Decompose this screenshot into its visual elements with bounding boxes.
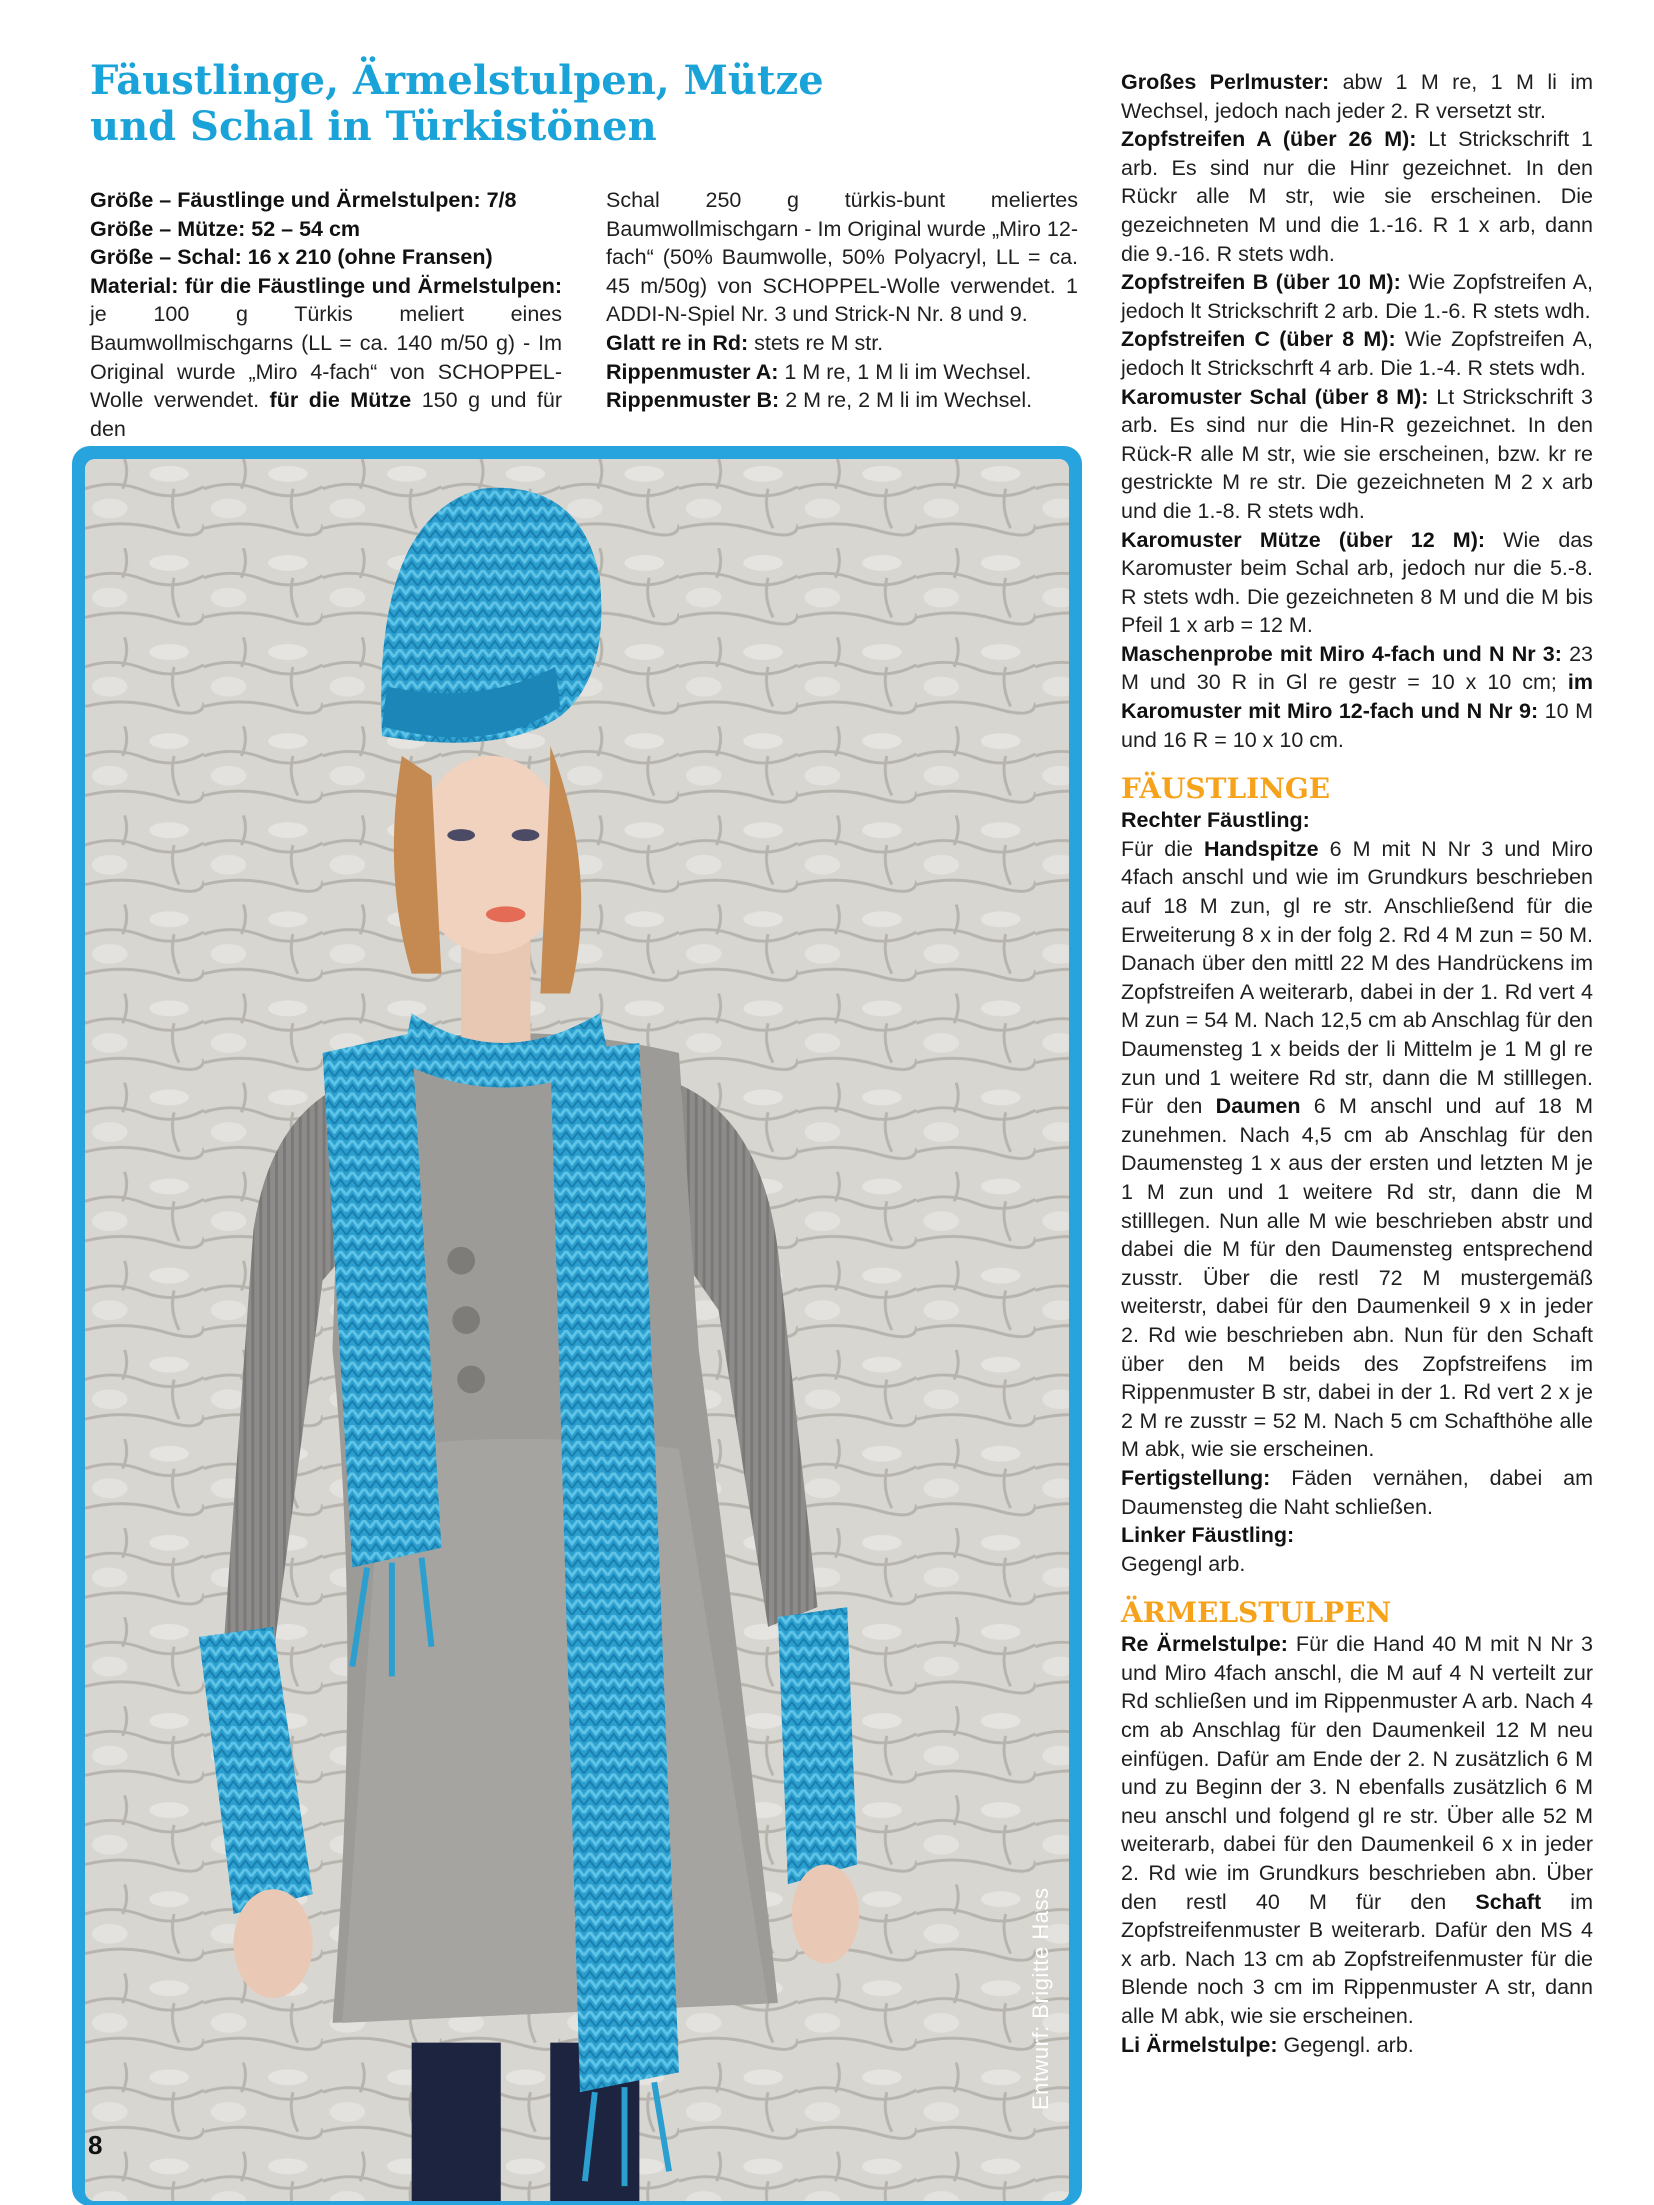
- page-title: [90, 58, 1090, 150]
- scarf-material-text: Schal 250 g türkis-bunt meliertes Baumwollmischgarn - Im Original wurde „Miro 12-fach“ (50% Baumwolle, 50% Polyacryl, LL = ca. 45 m/50g) von SCHOPPEL-Wolle verwendet. 1 ADDI-N-Spiel Nr. 3 und Strick-N Nr. 8 und 9.: [606, 188, 1078, 327]
- material-label: Material: für die Fäustlinge und Ärmelstulpen:: [90, 273, 562, 298]
- photo-credit: Entwurf: Brigitte Hass: [1028, 1887, 1053, 2110]
- faust-text-2: 6 M mit N Nr 3 und Miro 4fach anschl und wie im Grundkurs beschrieben auf 18 M zun, gl re str. Anschließend für die Erweiterung 8 x in der folg 2. Rd 4 M zun = 50 M. Danach über den mittl 22 M des Handrückens im Zopfstreifen A weiterarb, dabei in der 1. Rd vert 4 M zun = 54 M. Nach 12,5 cm ab Anschlag für den Daumensteg 1 x beids der li Mittelm je 1 M gl re zun und 1 weitere Rd str, dann die M stilllegen. Für den: [1121, 836, 1593, 1119]
- glatt-label: Glatt re in Rd:: [606, 330, 749, 355]
- karo-schal-label: Karomuster Schal (über 8 M):: [1121, 384, 1429, 409]
- title-line-1: Fäustlinge, Ärmelstulpen, Mütze: [90, 57, 824, 104]
- model-photo: [85, 459, 1069, 2201]
- size-hat: Größe – Mütze: 52 – 54 cm: [90, 216, 361, 241]
- rechter-faeustling-heading: Rechter Fäustling:: [1121, 808, 1310, 833]
- material-text: je 100 g Türkis meliert eines Baumwollmischgarns (LL = ca. 140 m/50 g) - Im Original wurde „Miro 4-fach“ von SCHOPPEL-Wolle verwendet.: [90, 302, 562, 413]
- rippe-a-label: Rippenmuster A:: [606, 359, 779, 384]
- probe-text: 23 M und 30 R in Gl re gestr = 10 x 10 cm;: [1121, 641, 1594, 695]
- probe-label: Maschenprobe mit Miro 4-fach und N Nr 3:: [1121, 641, 1562, 666]
- handspitze-label: Handspitze: [1203, 836, 1319, 861]
- li-aermel-label: Li Ärmelstulpe:: [1121, 2032, 1278, 2057]
- re-aermel-label: Re Ärmelstulpe:: [1121, 1632, 1288, 1657]
- zopf-a-label: Zopfstreifen A (über 26 M):: [1121, 127, 1417, 152]
- glatt-text: stets re M str.: [748, 330, 884, 355]
- size-mittens: Größe – Fäustlinge und Ärmelstulpen: 7/8: [90, 188, 517, 212]
- section-heading-aermelstulpen: ÄRMELSTULPEN: [1121, 1596, 1392, 1630]
- rippe-b-text: 2 M re, 2 M li im Wechsel.: [779, 388, 1033, 413]
- fertig-text: Fäden vernähen, dabei am Daumensteg die Naht schließen.: [1121, 1465, 1593, 1519]
- column-instructions: [1121, 68, 1593, 2059]
- column-material-patterns: [606, 186, 1078, 415]
- perl-text: abw 1 M re, 1 M li im Wechsel, jedoch nach jeder 2. R versetzt str.: [1121, 70, 1594, 123]
- fertig-label: Fertigstellung:: [1121, 1465, 1271, 1490]
- rippe-b-label: Rippenmuster B:: [606, 388, 780, 413]
- column-sizes-material: [90, 186, 562, 443]
- zopf-a-text: Lt Strickschrift 1 arb. Es sind nur die Hinr gezeichnet. In den Rückr alle M str, wie sie erscheinen. Die gezeichneten M und die 1.-16. R 1 x arb, dann die 9.-16. R stets wdh.: [1121, 127, 1593, 266]
- section-heading-faeustlinge: FÄUSTLINGE: [1121, 772, 1331, 806]
- probe-text-2: 10 M und 16 R = 10 x 10 cm.: [1121, 699, 1593, 752]
- photo-frame: [72, 446, 1082, 2205]
- zopf-b-label: Zopfstreifen B (über 10 M):: [1121, 270, 1401, 295]
- linker-faeustling-text: Gegengl arb.: [1121, 1551, 1246, 1576]
- daumen-label: Daumen: [1215, 1094, 1301, 1119]
- li-aermel-text: Gegengl. arb.: [1277, 2032, 1414, 2057]
- karo-muetze-label: Karomuster Mütze (über 12 M):: [1121, 527, 1486, 552]
- schaft-label: Schaft: [1475, 1889, 1542, 1914]
- title-line-2: und Schal in Türkistönen: [90, 103, 657, 150]
- photo-illustration: [85, 459, 1069, 2201]
- faeustling-instructions: [1121, 835, 1593, 1464]
- faust-text-3: 6 M anschl und auf 18 M zunehmen. Nach 4,5 cm ab Anschlag für den Daumensteg 1 x aus der ersten und letzten M je 1 M zun und 1 weitere Rd str, dann die M stilllegen. Nun alle M wie beschrieben abstr und dabei die M für den Daumensteg entsprechend zusstr. Über die restl 72 M mustergemäß weiterstr, dabei für den Daumenkeil 9 x in jeder 2. Rd wie beschrieben abn. Nun für den Schaft über den M beids des Zopfstreifens im Rippenmuster B str, dabei in der 1. Rd vert 2 x je 2 M re zusstr = 52 M. Nach 5 cm Schafthöhe alle M abk, wie sie erscheinen.: [1121, 1094, 1593, 1462]
- size-scarf: Größe – Schal: 16 x 210 (ohne Fransen): [90, 245, 493, 270]
- karo-muetze-text: Wie das Karomuster beim Schal arb, jedoch nur die 5.-8. R stets wdh. Die gezeichneten 8 M und die M bis Pfeil 1 x arb = 12 M.: [1121, 527, 1593, 638]
- hat-material-label: für die Mütze: [259, 388, 412, 413]
- hat-material-text: 150 g und für den: [90, 388, 563, 441]
- perl-label: Großes Perlmuster:: [1121, 70, 1330, 94]
- karo-schal-text: Lt Strickschrift 3 arb. Es sind nur die Hin-R gezeichnet. In den Rück-R alle M str, wie sie erscheinen, bzw. kr re gestrickte M re str. Die gezeichneten M 2 x arb und die 1.-8. R stets wdh.: [1121, 384, 1593, 523]
- zopf-c-label: Zopfstreifen C (über 8 M):: [1121, 327, 1396, 352]
- linker-faeustling-heading: Linker Fäustling:: [1121, 1523, 1295, 1548]
- faust-text-1: Für die: [1121, 836, 1204, 861]
- page-number: 8: [88, 2130, 103, 2160]
- rippe-a-text: 1 M re, 1 M li im Wechsel.: [778, 359, 1032, 384]
- re-aermel-instructions: [1121, 1630, 1593, 2030]
- zopf-c-text: Wie Zopfstreifen A, jedoch lt Strickschrft 4 arb. Die 1.-4. R stets wdh.: [1121, 327, 1593, 380]
- zopf-b-text: Wie Zopfstreifen A, jedoch lt Strickschrift 2 arb. Die 1.-6. R stets wdh.: [1121, 270, 1593, 323]
- re-aermel-text-1: Für die Hand 40 M mit N Nr 3 und Miro 4fach anschl, die M auf 4 N verteilt zur Rd schließen und im Rippenmuster A arb. Nach 4 cm ab Anschlag für den Daumenkeil 12 M neu einfügen. Dafür am Ende der 2. N zusätzlich 6 M und zu Beginn der 3. N ebenfalls zusätzlich 6 M neu anschl und folgend gl re str. Über alle 52 M weiterarb, dabei für den Daumenkeil 6 x in jeder 2. Rd wie im Grundkurs beschrieben abn. Über den restl 40 M für den: [1121, 1632, 1593, 1914]
- re-aermel-text-2: im Zopfstreifenmuster B weiterarb. Dafür den MS 4 x arb. Nach 13 cm ab Zopfstreifenmuster für die Blende noch 3 cm im Rippenmuster A str, dann alle M abk, wie sie erscheinen.: [1121, 1889, 1593, 2028]
- material-paragraph: [90, 272, 562, 444]
- probe-label-2: im Karomuster mit Miro 12-fach und N Nr 9:: [1121, 670, 1593, 724]
